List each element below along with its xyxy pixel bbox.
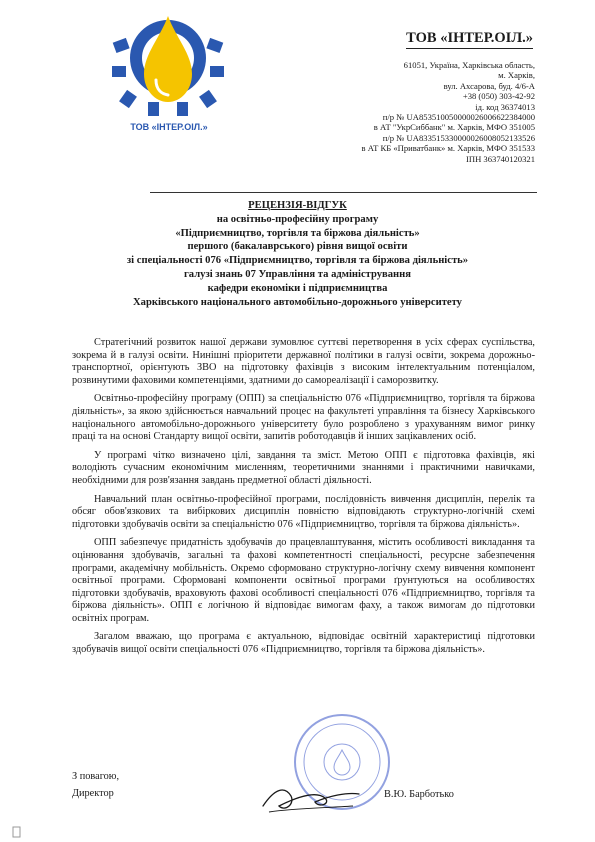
requisite-line: +38 (050) 303-42-92 xyxy=(462,91,535,102)
body-paragraph: Стратегічний розвиток нашої держави зумовлює суттєві перетворення в усіх сферах суспільства, зокрема й в галузі освіти. Нинішні пріоритети державної політики в галузі освіти, зокрема дорожньо-транспортної, орієнтують ЗВО на підготовку фахівців з високим інтелектуальним потенціалом, розвинутими фаховими компетенціями, здатними до самореалізації і саморозвитку. xyxy=(72,337,535,386)
corner-mark xyxy=(12,826,21,838)
company-title: ТОВ «ІНТЕР.ОІЛ.» xyxy=(406,30,533,49)
logo-caption: ТОВ «ІНТЕР.ОІЛ.» xyxy=(130,122,208,132)
document-body xyxy=(72,337,535,663)
requisite-line: п/р № UA853510050000026006622384000 xyxy=(382,112,535,123)
header-divider xyxy=(150,192,537,193)
body-paragraph: Загалом вважаю, що програма є актуальною, відповідає освітній характеристиці підготовки здобувачів вищої освіти спеціальності 076 «Підприємництво, торгівля та біржова діяльність». xyxy=(72,631,535,656)
body-paragraph: Навчальний план освітньо-професійної програми, послідовність вивчення дисциплін, перелік та обсяг обов'язкових та вибіркових дисциплін повністю відповідають структурно-логічній схемі підготовки здобувачів освіти за спеціальністю 076 «Підприємництво, торгівля та біржова діяльність». xyxy=(72,493,535,530)
company-requisites xyxy=(275,60,535,164)
handwritten-signature xyxy=(255,778,365,818)
requisite-line: 61051, Україна, Харківська область, xyxy=(403,60,535,70)
signer-name: В.Ю. Барботько xyxy=(384,789,454,800)
heading-line: «Підприємництво, торгівля та біржова діяльність» xyxy=(175,227,420,239)
heading-line: першого (бакалаврського) рівня вищої освіти xyxy=(187,241,408,253)
requisite-line: м. Харків, xyxy=(498,70,535,81)
requisite-line: ід. код 36374013 xyxy=(475,101,535,112)
heading-line: галузі знань 07 Управління та адміністрування xyxy=(184,268,411,280)
requisite-line: в АТ "УкрСиббанк" м. Харків, МФО 351005 xyxy=(373,122,535,133)
body-paragraph: У програмі чітко визначено цілі, завдання та зміст. Метою ОПП є підготовка фахівців, які володіють сучасним економічним мисленням, теоретичними знаннями і практичними навичками, необхідними для розв'язання завдань предметної області діяльності. xyxy=(72,449,535,486)
heading-line: на освітньо-професійну програму xyxy=(216,213,379,225)
body-paragraph: Освітньо-професійну програму (ОПП) за спеціальністю 076 «Підприємництво, торгівля та біржова діяльність», за якою здійснюється навчальний процес на факультеті управління та бізнесу Харківського національного автомобільно-дорожнього університету було розроблено з урахуванням вимог ринку праці та на основі Стандарту вищої освіти, запитів роботодавців й інших зацікавлених осіб. xyxy=(72,393,535,443)
heading-line: зі спеціальності 076 «Підприємництво, торгівля та біржова діяльність» xyxy=(126,255,469,267)
document-title: РЕЦЕНЗІЯ-ВІДГУК xyxy=(248,200,347,211)
requisite-line: вул. Ахсарова, буд. 4/6-А xyxy=(443,80,535,91)
requisite-line: ІПН 363740120321 xyxy=(466,153,535,164)
heading-line: кафедри економіки і підприємництва xyxy=(207,282,388,294)
heading-line: Харківського національного автомобільно-дорожнього університету xyxy=(133,296,462,308)
company-logo xyxy=(108,10,228,140)
requisite-line: в АТ КБ «Приватбанк» м. Харків, МФО 351533 xyxy=(361,143,535,154)
regards-text: З повагою, xyxy=(72,771,120,782)
requisite-line: п/р № UA833515330000026008052133526 xyxy=(382,132,535,143)
body-paragraph: ОПП забезпечує придатність здобувачів до працевлаштування, містить особливості викладання та оцінювання здобувачів, загальні та фахові компетентності спеціальності, ресурсне забезпечення програми, академічну мобільність. Окремо сформовано структурно-логічну схему вивчення компонент освітньої програми. Сформовані компоненти освітньої програми ґрунтуються на особливостях підготовки здобувачів, враховують фахові особливості спеціальності 076 «Підприємництво, торгівля та біржова діяльність». ОПП є логічною й відповідає вимогам фаху, а також вимогам до підготовки освітніх програм. xyxy=(72,537,535,624)
sign-left xyxy=(72,768,119,802)
document-heading xyxy=(60,199,535,309)
signer-position: Директор xyxy=(72,788,114,799)
